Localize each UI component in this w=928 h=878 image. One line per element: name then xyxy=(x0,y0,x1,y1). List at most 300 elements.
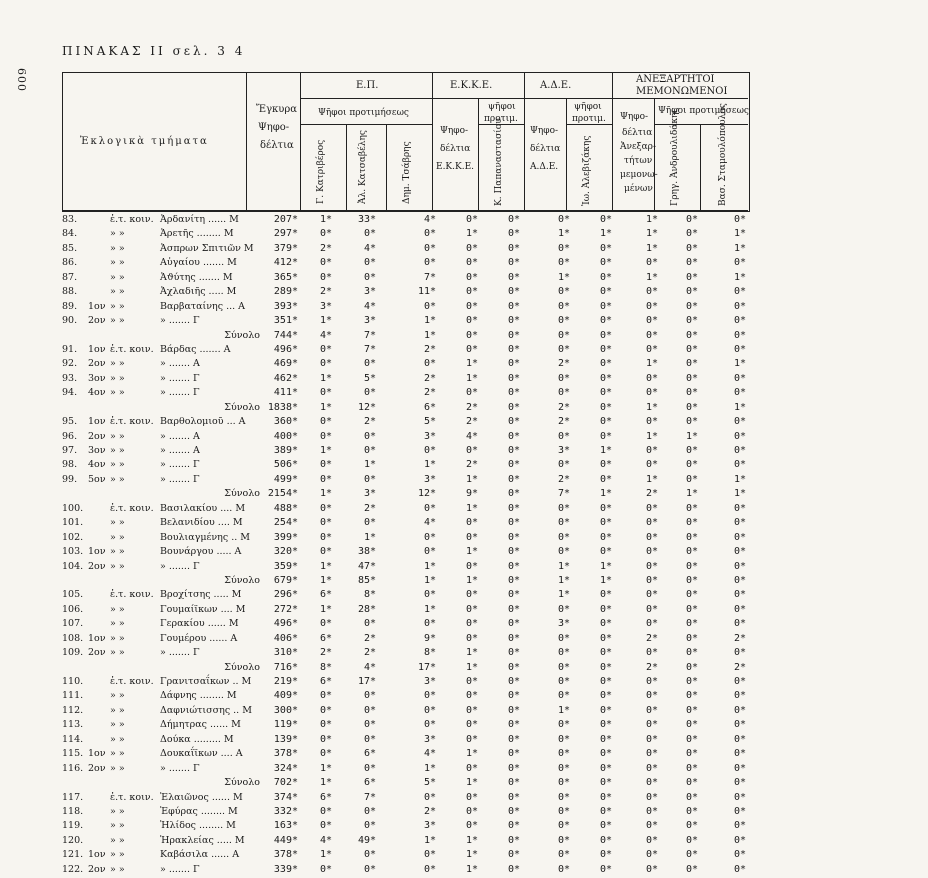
value-cell: 0* xyxy=(557,863,570,875)
value-cell: 0* xyxy=(319,473,332,485)
value-cell: 0* xyxy=(645,517,658,529)
table-body xyxy=(0,214,928,878)
col-header-indep-ballots-6: μένων xyxy=(624,184,653,194)
value-cell: 0* xyxy=(733,834,746,846)
value-cell: 297* xyxy=(273,228,298,240)
value-cell: 0* xyxy=(599,704,612,716)
value-cell: 0* xyxy=(645,286,658,298)
row-place: Γουμέρου ...... Α xyxy=(160,632,238,644)
value-cell: 1* xyxy=(423,834,436,846)
value-cell: 0* xyxy=(685,704,698,716)
value-cell: 6* xyxy=(363,748,376,760)
value-cell: 0* xyxy=(465,733,478,745)
table-row xyxy=(0,748,928,762)
value-cell: 744* xyxy=(273,329,298,341)
row-type: » » xyxy=(110,834,125,846)
table-row-total xyxy=(0,777,928,791)
value-cell: 0* xyxy=(507,618,520,630)
value-cell: 1* xyxy=(645,242,658,254)
value-cell: 0* xyxy=(507,257,520,269)
value-cell: 6* xyxy=(363,777,376,789)
value-cell: 0* xyxy=(507,762,520,774)
row-place: » ....... Α xyxy=(160,430,200,442)
table-row xyxy=(0,561,928,575)
value-cell: 1* xyxy=(423,329,436,341)
value-cell: 38* xyxy=(357,546,376,558)
value-cell: 0* xyxy=(507,228,520,240)
value-cell: 0* xyxy=(685,343,698,355)
value-cell: 0* xyxy=(319,719,332,731)
value-cell: 0* xyxy=(557,517,570,529)
value-cell: 49* xyxy=(357,834,376,846)
value-cell: 0* xyxy=(645,531,658,543)
row-place: » ....... Γ xyxy=(160,315,200,327)
value-cell: 0* xyxy=(599,401,612,413)
row-place: » ....... Α xyxy=(160,445,200,456)
value-cell: 7* xyxy=(557,488,570,500)
value-cell: 469* xyxy=(273,358,298,370)
value-cell: 0* xyxy=(733,704,746,716)
table-row xyxy=(0,315,928,329)
value-cell: 0* xyxy=(599,733,612,745)
value-cell: 0* xyxy=(599,315,612,327)
value-cell: 0* xyxy=(557,690,570,702)
row-type: » » xyxy=(110,300,125,312)
value-cell: 0* xyxy=(733,719,746,731)
value-cell: 0* xyxy=(645,748,658,760)
value-cell: 0* xyxy=(557,777,570,789)
value-cell: 0* xyxy=(423,863,436,875)
value-cell: 12* xyxy=(417,488,436,500)
col-header-ade-pref-2: προτιμ. xyxy=(572,114,606,124)
value-cell: 0* xyxy=(685,719,698,731)
value-cell: 1* xyxy=(599,574,612,586)
total-label: Σύνολο xyxy=(224,488,260,500)
row-place: » ....... Γ xyxy=(160,387,200,399)
value-cell: 0* xyxy=(507,445,520,456)
row-place: Ἀρδανίτη ...... Μ xyxy=(160,214,239,225)
value-cell: 1* xyxy=(599,488,612,500)
value-cell: 0* xyxy=(599,343,612,355)
value-cell: 389* xyxy=(273,445,298,456)
value-cell: 0* xyxy=(685,445,698,456)
value-cell: 365* xyxy=(273,271,298,283)
row-suffix: 2ον xyxy=(88,762,106,774)
value-cell: 0* xyxy=(363,257,376,269)
value-cell: 0* xyxy=(465,676,478,687)
value-cell: 2* xyxy=(465,401,478,413)
value-cell: 0* xyxy=(685,473,698,485)
value-cell: 0* xyxy=(507,863,520,875)
value-cell: 393* xyxy=(273,300,298,312)
value-cell: 0* xyxy=(645,791,658,803)
row-type: » » xyxy=(110,286,125,298)
value-cell: 0* xyxy=(599,300,612,312)
value-cell: 0* xyxy=(319,805,332,817)
value-cell: 0* xyxy=(465,315,478,327)
table-row xyxy=(0,387,928,401)
value-cell: 0* xyxy=(599,214,612,225)
value-cell: 0* xyxy=(599,618,612,630)
value-cell: 0* xyxy=(507,777,520,789)
value-cell: 0* xyxy=(645,560,658,572)
value-cell: 1* xyxy=(465,748,478,760)
value-cell: 1* xyxy=(465,546,478,558)
value-cell: 7* xyxy=(363,343,376,355)
row-place: » ....... Γ xyxy=(160,372,200,384)
value-cell: 0* xyxy=(557,315,570,327)
row-type: » » xyxy=(110,603,125,615)
value-cell: 0* xyxy=(733,546,746,558)
value-cell: 1* xyxy=(319,488,332,500)
value-cell: 0* xyxy=(685,603,698,615)
value-cell: 0* xyxy=(363,719,376,731)
row-number: 114. xyxy=(62,733,84,745)
row-number: 117. xyxy=(62,791,84,803)
value-cell: 0* xyxy=(507,748,520,760)
col-header-ekke-ballots-3: Ε.Κ.Κ.Ε. xyxy=(436,162,475,172)
value-cell: 0* xyxy=(645,849,658,861)
value-cell: 0* xyxy=(645,343,658,355)
value-cell: 2* xyxy=(423,372,436,384)
row-place: » ....... Γ xyxy=(160,762,200,774)
col-header-ekke-ballots-1: Ψηφο- xyxy=(440,126,469,136)
value-cell: 0* xyxy=(685,372,698,384)
value-cell: 0* xyxy=(733,445,746,456)
value-cell: 33* xyxy=(357,214,376,225)
row-number: 103. xyxy=(62,546,84,558)
row-suffix: 1ον xyxy=(88,546,106,558)
value-cell: 0* xyxy=(599,430,612,442)
value-cell: 0* xyxy=(319,358,332,370)
value-cell: 0* xyxy=(557,733,570,745)
value-cell: 0* xyxy=(599,329,612,341)
value-cell: 0* xyxy=(507,315,520,327)
table-row xyxy=(0,546,928,560)
value-cell: 2154* xyxy=(267,488,298,500)
value-cell: 6* xyxy=(423,401,436,413)
value-cell: 1* xyxy=(733,358,746,370)
row-place: Ἐλαιῶνος ...... Μ xyxy=(160,791,243,803)
value-cell: 0* xyxy=(645,445,658,456)
value-cell: 0* xyxy=(733,387,746,399)
value-cell: 0* xyxy=(319,430,332,442)
value-cell: 0* xyxy=(733,589,746,601)
value-cell: 351* xyxy=(273,315,298,327)
value-cell: 2* xyxy=(423,343,436,355)
value-cell: 0* xyxy=(507,372,520,384)
row-place: Βουνάργου ..... Α xyxy=(160,546,242,558)
value-cell: 4* xyxy=(363,300,376,312)
value-cell: 6* xyxy=(319,632,332,644)
value-cell: 0* xyxy=(363,733,376,745)
value-cell: 2* xyxy=(319,286,332,298)
row-place: » ....... Γ xyxy=(160,863,200,875)
value-cell: 0* xyxy=(557,546,570,558)
value-cell: 3* xyxy=(363,488,376,500)
row-number: 112. xyxy=(62,704,84,716)
value-cell: 2* xyxy=(557,473,570,485)
row-type: » » xyxy=(110,704,125,716)
value-cell: 0* xyxy=(507,286,520,298)
row-suffix: 2ον xyxy=(88,430,106,442)
col-header-valid-2: Ψηφο- xyxy=(258,122,290,133)
value-cell: 0* xyxy=(363,473,376,485)
table-row xyxy=(0,214,928,228)
value-cell: 0* xyxy=(685,257,698,269)
value-cell: 0* xyxy=(599,820,612,832)
table-row xyxy=(0,849,928,863)
value-cell: 0* xyxy=(733,863,746,875)
row-type: ἐ.τ. κοιν. xyxy=(110,676,154,687)
value-cell: 4* xyxy=(363,242,376,254)
row-type: ἐ.τ. κοιν. xyxy=(110,502,154,514)
row-place: Δήμητρας ...... Μ xyxy=(160,719,241,731)
value-cell: 0* xyxy=(685,748,698,760)
table-row xyxy=(0,532,928,546)
value-cell: 1* xyxy=(423,762,436,774)
table-row xyxy=(0,301,928,315)
value-cell: 0* xyxy=(507,661,520,673)
row-type: ἐ.τ. κοιν. xyxy=(110,791,154,803)
value-cell: 0* xyxy=(319,704,332,716)
value-cell: 0* xyxy=(507,214,520,225)
value-cell: 0* xyxy=(507,430,520,442)
value-cell: 1* xyxy=(733,401,746,413)
value-cell: 0* xyxy=(685,849,698,861)
row-place: » ....... Γ xyxy=(160,459,200,471)
value-cell: 0* xyxy=(733,733,746,745)
row-place: » ....... Γ xyxy=(160,473,200,485)
value-cell: 0* xyxy=(645,704,658,716)
value-cell: 0* xyxy=(363,820,376,832)
value-cell: 0* xyxy=(465,271,478,283)
value-cell: 0* xyxy=(423,358,436,370)
row-type: » » xyxy=(110,560,125,572)
value-cell: 0* xyxy=(685,286,698,298)
value-cell: 0* xyxy=(423,719,436,731)
value-cell: 0* xyxy=(557,502,570,514)
row-type: » » xyxy=(110,372,125,384)
value-cell: 0* xyxy=(599,863,612,875)
value-cell: 5* xyxy=(363,372,376,384)
value-cell: 0* xyxy=(599,805,612,817)
value-cell: 0* xyxy=(507,719,520,731)
value-cell: 0* xyxy=(685,242,698,254)
value-cell: 0* xyxy=(733,690,746,702)
table-row xyxy=(0,459,928,473)
value-cell: 0* xyxy=(507,733,520,745)
row-place: » ....... Α xyxy=(160,358,200,370)
value-cell: 0* xyxy=(557,647,570,659)
value-cell: 1* xyxy=(557,228,570,240)
value-cell: 1* xyxy=(557,271,570,283)
row-place: Δούκα ......... Μ xyxy=(160,733,234,745)
value-cell: 0* xyxy=(685,676,698,687)
row-suffix: 4ον xyxy=(88,387,106,399)
value-cell: 0* xyxy=(319,618,332,630)
value-cell: 0* xyxy=(599,257,612,269)
value-cell: 0* xyxy=(645,805,658,817)
value-cell: 0* xyxy=(507,473,520,485)
value-cell: 0* xyxy=(599,459,612,471)
value-cell: 0* xyxy=(557,676,570,687)
value-cell: 4* xyxy=(423,517,436,529)
value-cell: 0* xyxy=(465,589,478,601)
table-row-total xyxy=(0,402,928,416)
value-cell: 0* xyxy=(557,791,570,803)
value-cell: 0* xyxy=(423,242,436,254)
value-cell: 1* xyxy=(319,372,332,384)
value-cell: 1* xyxy=(423,459,436,471)
col-header-indep-ballots-5: μεμονω- xyxy=(620,170,658,180)
value-cell: 0* xyxy=(507,690,520,702)
row-type: » » xyxy=(110,257,125,269)
table-row xyxy=(0,257,928,271)
table-row xyxy=(0,286,928,300)
value-cell: 0* xyxy=(363,387,376,399)
value-cell: 0* xyxy=(733,459,746,471)
row-type: » » xyxy=(110,271,125,283)
value-cell: 1* xyxy=(645,271,658,283)
row-number: 116. xyxy=(62,762,84,774)
value-cell: 1* xyxy=(465,574,478,586)
value-cell: 0* xyxy=(319,517,332,529)
value-cell: 506* xyxy=(273,459,298,471)
row-number: 86. xyxy=(62,257,78,269)
value-cell: 1* xyxy=(685,488,698,500)
row-suffix: 3ον xyxy=(88,445,106,456)
value-cell: 85* xyxy=(357,574,376,586)
value-cell: 0* xyxy=(557,372,570,384)
value-cell: 499* xyxy=(273,473,298,485)
value-cell: 5* xyxy=(423,777,436,789)
value-cell: 0* xyxy=(685,805,698,817)
col-header-ekke-c1: Κ. Παπαναστασίου xyxy=(494,118,504,206)
value-cell: 0* xyxy=(733,214,746,225)
table-row xyxy=(0,792,928,806)
value-cell: 1* xyxy=(685,430,698,442)
value-cell: 0* xyxy=(423,618,436,630)
value-cell: 1* xyxy=(645,473,658,485)
value-cell: 0* xyxy=(363,849,376,861)
table-row xyxy=(0,431,928,445)
value-cell: 0* xyxy=(599,271,612,283)
row-number: 107. xyxy=(62,618,84,630)
value-cell: 0* xyxy=(733,748,746,760)
row-place: Δαφνιώτισσης .. Μ xyxy=(160,704,252,716)
value-cell: 0* xyxy=(319,820,332,832)
table-row-total xyxy=(0,488,928,502)
row-type: » » xyxy=(110,546,125,558)
value-cell: 0* xyxy=(599,690,612,702)
value-cell: 0* xyxy=(733,676,746,687)
table-row xyxy=(0,864,928,878)
value-cell: 2* xyxy=(423,805,436,817)
value-cell: 0* xyxy=(599,777,612,789)
value-cell: 0* xyxy=(557,257,570,269)
value-cell: 400* xyxy=(273,430,298,442)
row-type: » » xyxy=(110,647,125,659)
value-cell: 0* xyxy=(599,473,612,485)
value-cell: 0* xyxy=(423,690,436,702)
value-cell: 0* xyxy=(685,271,698,283)
row-suffix: 1ον xyxy=(88,416,106,428)
value-cell: 0* xyxy=(599,546,612,558)
row-type: » » xyxy=(110,517,125,529)
row-number: 96. xyxy=(62,430,78,442)
col-header-valid-1: Ἔγκυρα xyxy=(256,104,298,115)
value-cell: 0* xyxy=(319,271,332,283)
value-cell: 0* xyxy=(507,791,520,803)
col-header-ekke: Ε.Κ.Κ.Ε. xyxy=(450,80,493,91)
value-cell: 1* xyxy=(733,271,746,283)
value-cell: 0* xyxy=(685,300,698,312)
value-cell: 0* xyxy=(319,863,332,875)
value-cell: 4* xyxy=(423,748,436,760)
value-cell: 0* xyxy=(465,719,478,731)
value-cell: 0* xyxy=(599,531,612,543)
row-number: 111. xyxy=(62,690,84,702)
value-cell: 1* xyxy=(465,834,478,846)
value-cell: 0* xyxy=(685,777,698,789)
value-cell: 0* xyxy=(685,531,698,543)
value-cell: 0* xyxy=(423,531,436,543)
value-cell: 0* xyxy=(423,502,436,514)
value-cell: 0* xyxy=(685,647,698,659)
row-number: 115. xyxy=(62,748,84,760)
value-cell: 1* xyxy=(557,589,570,601)
value-cell: 0* xyxy=(423,589,436,601)
value-cell: 0* xyxy=(507,300,520,312)
row-suffix: 1ον xyxy=(88,748,106,760)
col-header-ade-pref-1: ψῆφοι xyxy=(574,102,602,112)
value-cell: 1* xyxy=(423,315,436,327)
row-place: Καβάσιλα ...... Α xyxy=(160,849,240,861)
row-suffix: 4ον xyxy=(88,459,106,471)
value-cell: 1* xyxy=(465,473,478,485)
row-number: 120. xyxy=(62,834,84,846)
value-cell: 360* xyxy=(273,416,298,428)
row-type: » » xyxy=(110,748,125,760)
row-suffix: 1ον xyxy=(88,632,106,644)
row-suffix: 1ον xyxy=(88,343,106,355)
value-cell: 1* xyxy=(645,430,658,442)
value-cell: 0* xyxy=(733,560,746,572)
value-cell: 1* xyxy=(733,488,746,500)
row-number: 101. xyxy=(62,517,84,529)
value-cell: 296* xyxy=(273,589,298,601)
col-header-indep-1: ΑΝΕΞΑΡΤΗΤΟΙ xyxy=(636,74,715,85)
row-number: 91. xyxy=(62,343,78,355)
value-cell: 0* xyxy=(507,849,520,861)
value-cell: 406* xyxy=(273,632,298,644)
value-cell: 1* xyxy=(645,401,658,413)
value-cell: 0* xyxy=(645,777,658,789)
row-place: Ἡρακλείας ..... Μ xyxy=(160,834,245,846)
value-cell: 0* xyxy=(685,459,698,471)
value-cell: 0* xyxy=(645,257,658,269)
row-number: 100. xyxy=(62,502,84,514)
value-cell: 0* xyxy=(507,242,520,254)
value-cell: 139* xyxy=(273,733,298,745)
value-cell: 0* xyxy=(363,358,376,370)
value-cell: 0* xyxy=(557,329,570,341)
value-cell: 0* xyxy=(645,387,658,399)
value-cell: 0* xyxy=(645,546,658,558)
value-cell: 0* xyxy=(507,459,520,471)
value-cell: 0* xyxy=(685,733,698,745)
